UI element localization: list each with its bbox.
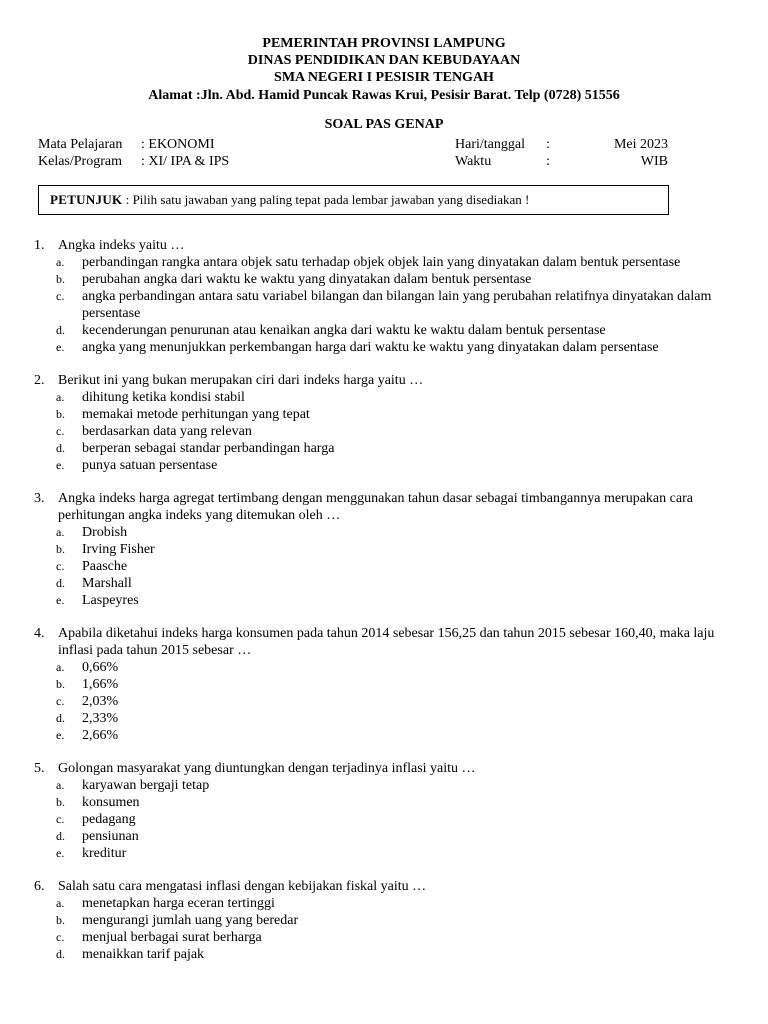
answer-option xyxy=(34,895,744,912)
option-text: angka perbandingan antara satu variabel bilangan dan bilangan lain yang perubahan relatifnya dinyatakan dalam persentase xyxy=(82,289,712,321)
option-letter: a. xyxy=(56,390,65,404)
answer-option xyxy=(34,541,744,558)
question-number: 2. xyxy=(34,373,45,388)
answer-option xyxy=(34,710,744,727)
option-text: punya satuan persentase xyxy=(82,458,218,473)
question-text: Apabila diketahui indeks harga konsumen pada tahun 2014 sebesar 156,25 dan tahun 2015 sebesar 160,40, maka laju inflasi pada tahun 2015 sebesar … xyxy=(58,626,715,658)
option-letter: c. xyxy=(56,424,65,438)
question-stem xyxy=(34,490,744,524)
instruction-text: : Pilih satu jawaban yang paling tepat pada lembar jawaban yang disediakan ! xyxy=(125,192,530,207)
answer-option xyxy=(34,322,744,339)
question-item xyxy=(34,372,744,474)
time-colon: : xyxy=(546,154,550,169)
option-text: perubahan angka dari waktu ke waktu yang dinyatakan dalam bentuk persentase xyxy=(82,272,532,287)
option-letter: e. xyxy=(56,728,65,742)
option-letter: a. xyxy=(56,896,65,910)
option-text: menetapkan harga eceran tertinggi xyxy=(82,896,275,911)
option-letter: b. xyxy=(56,272,65,286)
answer-option xyxy=(34,676,744,693)
option-letter: a. xyxy=(56,525,65,539)
answer-option xyxy=(34,727,744,744)
letterhead xyxy=(0,35,768,104)
answer-option xyxy=(34,912,744,929)
answer-option xyxy=(34,592,744,609)
answer-option xyxy=(34,929,744,946)
class-value: : XI/ IPA & IPS xyxy=(141,154,230,169)
option-text: Laspeyres xyxy=(82,593,139,608)
option-letter: d. xyxy=(56,323,65,337)
option-letter: b. xyxy=(56,407,65,421)
date-value: Mei 2023 xyxy=(613,137,668,152)
time-label: Waktu xyxy=(455,154,492,169)
option-letter: b. xyxy=(56,677,65,691)
option-text: dihitung ketika kondisi stabil xyxy=(82,390,245,405)
option-text: menaikkan tarif pajak xyxy=(82,947,205,962)
answer-option xyxy=(34,254,744,271)
answer-option xyxy=(34,558,744,575)
instruction-box xyxy=(38,185,669,215)
answer-option xyxy=(34,659,744,676)
answer-option xyxy=(34,271,744,288)
option-letter: e. xyxy=(56,846,65,860)
answer-option xyxy=(34,406,744,423)
option-letter: d. xyxy=(56,829,65,843)
option-text: pedagang xyxy=(82,812,136,827)
answer-option xyxy=(34,288,744,322)
letterhead-address: Alamat :Jln. Abd. Hamid Puncak Rawas Krui, Pesisir Barat. Telp (0728) 51556 xyxy=(148,88,620,103)
date-colon: : xyxy=(546,137,550,152)
option-letter: d. xyxy=(56,441,65,455)
option-letter: d. xyxy=(56,576,65,590)
question-text: Berikut ini yang bukan merupakan ciri dari indeks harga yaitu … xyxy=(58,373,424,388)
question-item xyxy=(34,760,744,862)
answer-option xyxy=(34,828,744,845)
option-letter: d. xyxy=(56,947,65,961)
option-letter: e. xyxy=(56,340,65,354)
question-stem xyxy=(34,878,744,895)
question-stem xyxy=(34,237,744,254)
question-item xyxy=(34,625,744,744)
option-letter: b. xyxy=(56,795,65,809)
option-text: perbandingan rangka antara objek satu terhadap objek objek lain yang dinyatakan dalam bentuk persentase xyxy=(82,255,681,270)
answer-option xyxy=(34,693,744,710)
option-text: 2,33% xyxy=(82,711,119,726)
question-stem xyxy=(34,372,744,389)
time-value: WIB xyxy=(640,154,668,169)
option-text: kecenderungan penurunan atau kenaikan angka dari waktu ke waktu dalam bentuk persentase xyxy=(82,323,606,338)
option-letter: a. xyxy=(56,660,65,674)
question-text: Angka indeks harga agregat tertimbang dengan menggunakan tahun dasar sebagai timbangannya merupakan cara perhitungan angka indeks yang ditemukan oleh … xyxy=(58,491,693,523)
answer-option xyxy=(34,440,744,457)
answer-option xyxy=(34,457,744,474)
option-text: Drobish xyxy=(82,525,128,540)
option-text: karyawan bergaji tetap xyxy=(82,778,210,793)
option-letter: e. xyxy=(56,593,65,607)
option-letter: e. xyxy=(56,458,65,472)
question-item xyxy=(34,878,744,963)
date-label: Hari/tanggal xyxy=(455,137,525,152)
option-text: Paasche xyxy=(82,559,128,574)
answer-option xyxy=(34,777,744,794)
option-text: berdasarkan data yang relevan xyxy=(82,424,252,439)
question-stem xyxy=(34,760,744,777)
option-letter: c. xyxy=(56,812,65,826)
option-letter: d. xyxy=(56,711,65,725)
answer-option xyxy=(34,811,744,828)
option-text: kreditur xyxy=(82,846,127,861)
letterhead-government: PEMERINTAH PROVINSI LAMPUNG xyxy=(262,36,506,51)
option-letter: c. xyxy=(56,694,65,708)
letterhead-school: SMA NEGERI I PESISIR TENGAH xyxy=(274,70,494,85)
option-letter: a. xyxy=(56,255,65,269)
subject-label: Mata Pelajaran xyxy=(38,137,123,152)
question-stem xyxy=(34,625,744,659)
question-number: 1. xyxy=(34,238,45,253)
answer-option xyxy=(34,575,744,592)
answer-option xyxy=(34,339,744,356)
option-letter: a. xyxy=(56,778,65,792)
question-item xyxy=(34,237,744,356)
exam-title: SOAL PAS GENAP xyxy=(324,117,444,132)
question-number: 3. xyxy=(34,491,45,506)
option-letter: c. xyxy=(56,930,65,944)
option-text: berperan sebagai standar perbandingan harga xyxy=(82,441,335,456)
answer-option xyxy=(34,794,744,811)
option-text: 1,66% xyxy=(82,677,119,692)
option-text: 0,66% xyxy=(82,660,119,675)
answer-option xyxy=(34,524,744,541)
option-text: Irving Fisher xyxy=(82,542,155,557)
option-text: konsumen xyxy=(82,795,140,810)
answer-option xyxy=(34,946,744,963)
question-number: 6. xyxy=(34,879,45,894)
option-text: mengurangi jumlah uang yang beredar xyxy=(82,913,299,928)
option-text: angka yang menunjukkan perkembangan harga dari waktu ke waktu yang dinyatakan dalam persentase xyxy=(82,340,659,355)
option-text: memakai metode perhitungan yang tepat xyxy=(82,407,310,422)
subject-value: : EKONOMI xyxy=(141,137,215,152)
question-number: 4. xyxy=(34,626,45,641)
option-text: Marshall xyxy=(82,576,132,591)
answer-option xyxy=(34,389,744,406)
option-letter: b. xyxy=(56,542,65,556)
question-text: Salah satu cara mengatasi inflasi dengan kebijakan fiskal yaitu … xyxy=(58,879,427,894)
option-text: menjual berbagai surat berharga xyxy=(82,930,262,945)
letterhead-department: DINAS PENDIDIKAN DAN KEBUDAYAAN xyxy=(247,53,521,68)
option-text: pensiunan xyxy=(82,829,139,844)
question-text: Golongan masyarakat yang diuntungkan dengan terjadinya inflasi yaitu … xyxy=(58,761,476,776)
option-letter: c. xyxy=(56,559,65,573)
question-list xyxy=(34,237,744,979)
question-item xyxy=(34,490,744,609)
answer-option xyxy=(34,845,744,862)
answer-option xyxy=(34,423,744,440)
option-text: 2,66% xyxy=(82,728,119,743)
option-letter: b. xyxy=(56,913,65,927)
question-text: Angka indeks yaitu … xyxy=(58,238,185,253)
question-number: 5. xyxy=(34,761,45,776)
option-text: 2,03% xyxy=(82,694,119,709)
instruction-label: PETUNJUK xyxy=(50,192,123,207)
option-letter: c. xyxy=(56,289,65,303)
class-label: Kelas/Program xyxy=(38,154,122,169)
